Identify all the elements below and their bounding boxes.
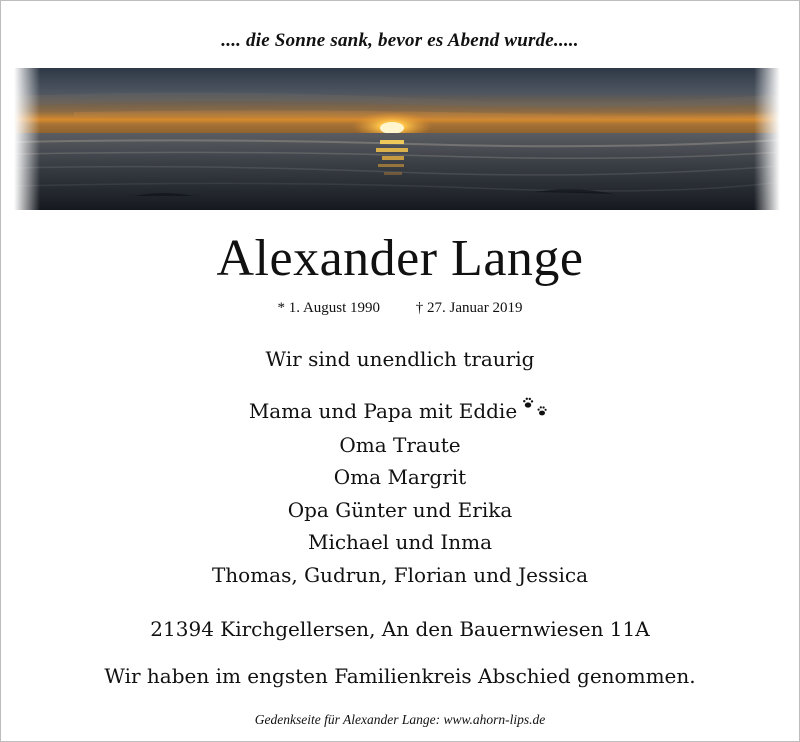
paw-prints-icon — [521, 395, 551, 429]
mourner-line: Mama und Papa mit Eddie — [0, 395, 800, 429]
mourner-line: Oma Margrit — [333, 465, 467, 490]
sunset-banner-image — [14, 68, 780, 210]
sunset-over-sea-icon — [14, 68, 780, 210]
motto-line: .... die Sonne sank, bevor es Abend wurde..... — [221, 30, 579, 51]
deceased-name: Alexander Lange — [216, 230, 584, 287]
mourner-line: Opa Günter und Erika — [287, 497, 513, 522]
mourning-statement: Wir sind unendlich traurig — [265, 347, 535, 371]
mourner-line: Thomas, Gudrun, Florian und Jessica — [211, 562, 589, 587]
mourner-line: Oma Traute — [339, 432, 461, 457]
farewell-note: Wir haben im engsten Familienkreis Abschied genommen. — [104, 664, 696, 688]
family-address: 21394 Kirchgellersen, An den Bauernwiesen 11A — [150, 617, 650, 641]
mourner-line: Michael und Inma — [307, 530, 493, 555]
mourners-list — [0, 395, 800, 592]
death-date: † 27. Januar 2019 — [415, 300, 523, 316]
life-dates — [0, 300, 800, 317]
birth-date: * 1. August 1990 — [277, 300, 381, 316]
memorial-page-link[interactable]: Gedenkseite für Alexander Lange: www.ahorn-lips.de — [254, 712, 546, 727]
